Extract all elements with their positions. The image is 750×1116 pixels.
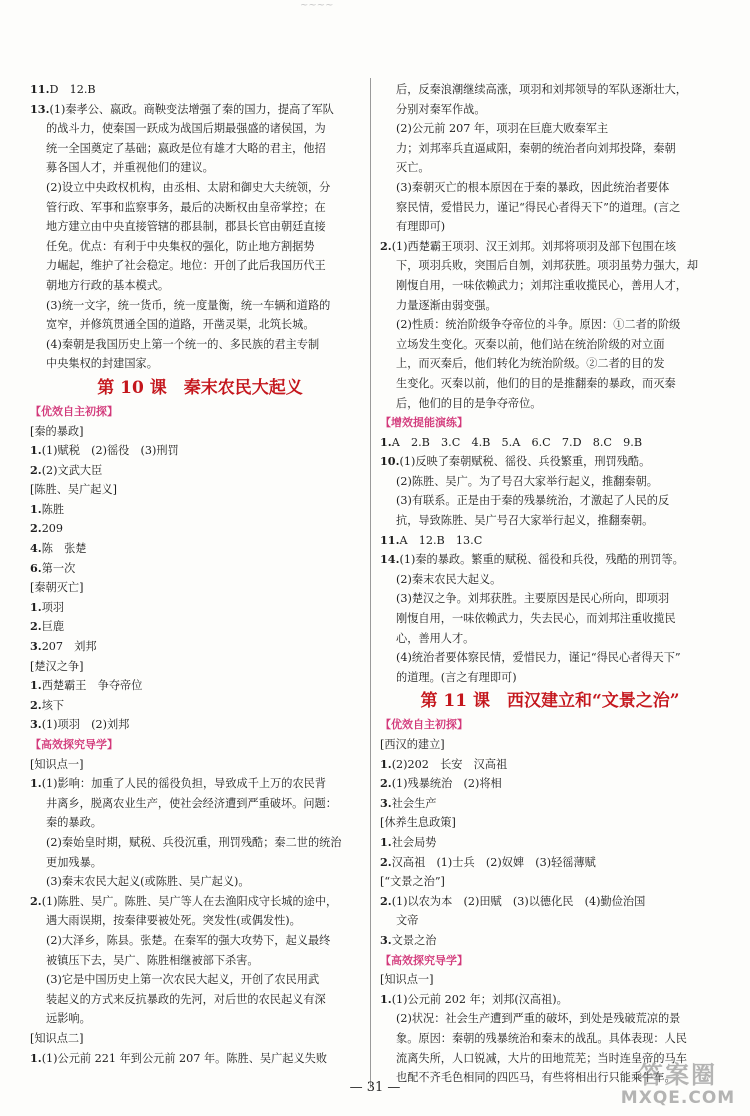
continuation-line: 力量逐渐由弱变强。 [396, 298, 497, 312]
continuation-line: 分别对秦军作战。 [396, 102, 486, 116]
question-number: 2. [30, 462, 42, 477]
sub-answer-line: (3)秦朝灭亡的根本原因在于秦的暴政，因此统治者要体 [396, 180, 670, 194]
question-line: 1.(1)赋税 (2)徭役 (3)刑罚 [30, 443, 179, 458]
continuation-line: 下，项羽兵败，突围后自刎，刘邦获胜。项羽虽势力强大，却 [396, 259, 699, 273]
question-line: 6.第一次 [30, 560, 76, 575]
question-line: 4.陈 张楚 [30, 541, 87, 556]
topic-bracket: [休养生息政策] [380, 816, 456, 830]
continuation-line: 宽窄，并修筑贯通全国的道路，开凿灵渠，北筑长城。 [46, 318, 315, 332]
question-number: 2. [30, 521, 42, 536]
question-number: 2. [30, 619, 42, 634]
continuation-line: 察民情，爱惜民力，谨记“得民心者得天下”的道理。(言之 [396, 200, 681, 214]
question-line: 3.社会生产 [380, 795, 437, 810]
continuation-line: 也配不齐毛色相同的四匹马，有些将相出行只能乘牛车。 [396, 1071, 676, 1085]
continuation-line: 被镇压下去，吴广、陈胜相继被部下杀害。 [46, 953, 259, 967]
continuation-line: 遇大雨误期，按秦律要被处死。突发性(或偶发性)。 [46, 914, 301, 928]
sub-answer-line: (4)统治者要体察民情，爱惜民力，谨记“得民心者得天下” [396, 651, 681, 665]
question-number: 2. [380, 893, 392, 908]
sub-answer-line: (2)陈胜、吴广。为了号召大家举行起义，推翻秦朝。 [396, 474, 658, 488]
right-column [380, 80, 720, 1088]
question-number: 2. [380, 854, 392, 869]
continuation-line: 远影响。 [46, 1012, 91, 1026]
sub-answer-line: (4)秦朝是我国历史上第一个统一的、多民族的君主专制 [46, 337, 320, 351]
question-line: 2.(1)陈胜、吴广。陈胜、吴广等人在去渔阳戍守长城的途中， [30, 893, 338, 908]
topic-bracket: [陈胜、吴广起义] [30, 483, 118, 497]
continuation-line: 心，善用人才。 [396, 631, 475, 645]
watermark-line1: 答案圈 [639, 1061, 717, 1089]
continuation-line: 力；刘邦率兵直逼咸阳，秦朝的统治者向刘邦投降，秦朝 [396, 141, 676, 155]
continuation-line: 任免。优点：有利于中央集权的强化，防止地方割据势 [46, 239, 315, 253]
continuation-line: 募各国人才，并重视他们的建议。 [46, 161, 214, 175]
page-number: — 31 — [349, 1080, 401, 1095]
question-line: 2.209 [30, 521, 64, 536]
question-line: 2.汉高祖 (1)士兵 (2)奴婢 (3)轻徭薄赋 [380, 854, 596, 869]
question-number: 1. [380, 991, 392, 1006]
question-number: 1. [30, 599, 42, 614]
continuation-line: 秦的暴政。 [46, 816, 102, 830]
sub-answer-line: (3)它是中国历史上第一次农民大起义，开创了农民用武 [46, 973, 320, 987]
question-line: 3.207 刘邦 [30, 639, 97, 654]
question-line: 1.社会局势 [380, 834, 437, 849]
question-line: 2.垓下 [30, 697, 65, 712]
watermark-line2: MXQE.COM [620, 1088, 736, 1108]
question-number: 2. [380, 238, 392, 253]
question-line: 1.陈胜 [30, 501, 65, 516]
sub-answer-line: (2)秦始皇时期，赋税、兵役沉重，刑罚残酷；秦二世的统治 [46, 835, 342, 849]
topic-bracket: [秦的暴政] [30, 424, 84, 438]
section-header: 【增效提能演练】 [380, 416, 468, 430]
continuation-line: 有理即可) [396, 220, 446, 234]
continuation-line: 管行政、军事和监察事务，最后的决断权由皇帝掌控；在 [46, 200, 326, 214]
continuation-line: 刚愎自用，一味依赖武力，失去民心，而刘邦注重收揽民 [396, 612, 676, 626]
question-number: 3. [380, 795, 392, 810]
topic-bracket: [知识点一] [380, 973, 434, 987]
question-line: 1.(1)影响：加重了人民的徭役负担，导致成千上万的农民背 [30, 776, 327, 791]
lesson-title: 第 10 课 秦末农民大起义 [97, 377, 303, 398]
question-line: 1.(2)202 长安 汉高祖 [380, 756, 508, 771]
section-header: 【高效探究导学】 [380, 953, 468, 967]
topic-bracket: [秦朝灭亡] [30, 581, 84, 595]
question-number: 1. [30, 501, 42, 516]
topic-bracket: [楚汉之争] [30, 659, 84, 673]
continuation-line: 的战斗力，使秦国一跃成为战国后期最强盛的诸侯国，为 [46, 122, 326, 136]
continuation-line: 统一全国奠定了基础；嬴政是位有雄才大略的君主，他招 [46, 141, 326, 155]
sub-answer-line: (3)楚汉之争。刘邦获胜。主要原因是民心所向，即项羽 [396, 592, 670, 606]
continuation-line: 刚愎自用，一味依赖武力；刘邦注重收揽民心，善用人才， [396, 278, 687, 292]
continuation-line: 立场发生变化。灭秦以前，他们站在统治阶级的对立面 [396, 337, 665, 351]
continuation-line: 中央集权的封建国家。 [46, 357, 158, 371]
continuation-line: 灭亡。 [396, 161, 430, 175]
question-number: 3. [380, 932, 392, 947]
question-number: 6. [30, 560, 42, 575]
question-number: 11. [380, 532, 400, 547]
question-number: 2. [30, 697, 42, 712]
continuation-line: 力崛起，维护了社会稳定。地位：开创了此后我国历代王 [46, 259, 326, 273]
sub-answer-line: (3)秦末农民大起义(或陈胜、吴广起义)。 [46, 875, 250, 889]
left-column [30, 80, 370, 1068]
sub-answer-line: (2)设立中央政权机构，由丞相、太尉和御史大夫统领，分 [46, 180, 331, 194]
section-header: 【优效自主初探】 [30, 404, 118, 418]
topic-bracket: [“文景之治”] [380, 875, 445, 889]
question-number: 1. [30, 443, 42, 458]
continuation-line: 的道理。(言之有理即可) [396, 670, 517, 684]
section-header: 【优效自主初探】 [380, 718, 468, 732]
question-line: 10.(1)反映了秦朝赋税、徭役、兵役繁重，刑罚残酷。 [380, 454, 651, 469]
question-line: 2.(1)西楚霸王项羽、汉王刘邦。刘邦将项羽及部下包围在垓 [380, 238, 677, 253]
question-line: 3.文景之治 [380, 932, 437, 947]
continuation-line: 流离失所，人口锐减，大片的田地荒芜；当时连皇帝的马车 [396, 1051, 687, 1065]
sub-answer-line: (3)统一文字，统一货币，统一度量衡，统一车辆和道路的 [46, 298, 331, 312]
question-number: 13. [30, 101, 50, 116]
question-line: 2.(1)残暴统治 (2)将相 [380, 776, 502, 791]
watermark-logo [614, 1062, 742, 1110]
continuation-line: 后，他们的目的是争夺帝位。 [396, 396, 542, 410]
question-line: 1.(1)公元前 221 年到公元前 207 年。陈胜、吴广起义失败 [30, 1050, 328, 1065]
question-line: 11.A 12.B 13.C [380, 532, 483, 547]
lesson-title: 第 11 课 西汉建立和“文景之治” [420, 691, 680, 712]
sub-answer-line: (2)秦末农民大起义。 [396, 572, 502, 586]
question-number: 2. [380, 776, 392, 791]
question-line: 1.A 2.B 3.C 4.B 5.A 6.C 7.D 8.C 9.B [380, 434, 643, 449]
column-divider [370, 78, 371, 1088]
question-line: 11.D 12.B [30, 82, 96, 96]
continuation-line: 地方建立由中央直接管辖的郡县制，郡县长官由朝廷直接 [46, 220, 326, 234]
section-header: 【高效探究导学】 [30, 738, 118, 751]
question-number: 1. [380, 834, 392, 849]
top-decoration: ~~~~ [300, 0, 334, 11]
topic-bracket: [西汉的建立] [380, 738, 445, 751]
continuation-line: 朝地方行政的基本模式。 [46, 278, 170, 292]
continuation-line: 装起义的方式来反抗暴政的先河，对后世的农民起义有深 [46, 992, 326, 1006]
question-line: 3.(1)项羽 (2)刘邦 [30, 717, 130, 732]
question-number: 11. [30, 82, 50, 96]
question-number: 1. [30, 678, 42, 693]
sub-answer-line: (2)状况：社会生产遭到严重的破坏，到处是残破荒凉的景 [396, 1012, 681, 1026]
question-number: 10. [380, 454, 400, 469]
topic-bracket: [知识点二] [30, 1031, 84, 1045]
sub-answer-line: (2)公元前 207 年，项羽在巨鹿大败秦军主 [396, 122, 609, 136]
question-line: 2.巨鹿 [30, 619, 65, 634]
continuation-line: 后，反秦浪潮继续高涨，项羽和刘邦领导的军队逐渐壮大， [396, 83, 687, 96]
continuation-line: 象。原因：秦朝的残暴统治和秦末的战乱。具体表现：人民 [396, 1031, 687, 1045]
question-line: 2.(2)文武大臣 [30, 462, 103, 477]
question-number: 3. [30, 717, 42, 732]
question-line: 1.(1)公元前 202 年；刘邦(汉高祖)。 [380, 991, 568, 1006]
continuation-line: 文帝 [396, 914, 419, 928]
question-number: 1. [30, 1050, 42, 1065]
question-line: 1.西楚霸王 争夺帝位 [30, 678, 143, 693]
question-number: 3. [30, 639, 42, 654]
sub-answer-line: (2)大泽乡，陈县。张楚。在秦军的强大攻势下，起义最终 [46, 933, 331, 947]
question-line: 13.(1)秦孝公、嬴政。商鞅变法增强了秦的国力，提高了军队 [30, 101, 334, 116]
question-line: 1.项羽 [30, 599, 65, 614]
question-number: 1. [380, 434, 392, 449]
question-number: 4. [30, 541, 42, 556]
continuation-line: 井离乡，脱离农业生产，使社会经济遭到严重破坏。问题： [46, 796, 337, 810]
question-line: 14.(1)秦的暴政。繁重的赋税、徭役和兵役，残酷的刑罚等。 [380, 552, 684, 567]
question-line: 2.(1)以农为本 (2)田赋 (3)以德化民 (4)勤俭治国 [380, 893, 646, 908]
question-number: 14. [380, 552, 400, 567]
question-number: 1. [30, 776, 42, 791]
continuation-line: 生变化。灭秦以前，他们的目的是推翻秦的暴政，而灭秦 [396, 376, 676, 390]
continuation-line: 更加残暴。 [46, 855, 102, 869]
sub-answer-line: (3)有联系。正是由于秦的残暴统治，才激起了人民的反 [396, 494, 670, 508]
continuation-line: 上，而灭秦后，他们转化为统治阶级。②二者的目的发 [396, 357, 665, 371]
question-number: 2. [30, 893, 42, 908]
continuation-line: 抗，导致陈胜、吴广号召大家举行起义，推翻秦朝。 [396, 514, 654, 528]
sub-answer-line: (2)性质：统治阶级争夺帝位的斗争。原因：①二者的阶级 [396, 318, 681, 332]
question-number: 1. [380, 756, 392, 771]
topic-bracket: [知识点一] [30, 757, 84, 771]
